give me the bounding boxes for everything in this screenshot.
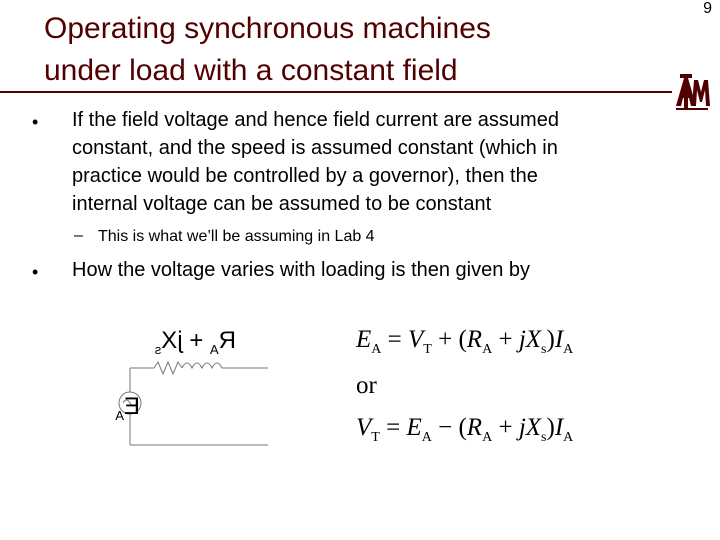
eq-subscript: s bbox=[541, 342, 547, 357]
eq-operator: + ( bbox=[438, 326, 467, 353]
eq-subscript: A bbox=[371, 342, 382, 357]
eq-symbol: I bbox=[554, 414, 564, 441]
eq-subscript: A bbox=[482, 430, 493, 445]
eq-subscript: A bbox=[563, 430, 574, 445]
equation-or: or bbox=[356, 372, 377, 399]
texas-am-logo-icon bbox=[674, 72, 710, 112]
eq-operator: ) bbox=[546, 326, 555, 353]
bullet-marker: • bbox=[32, 262, 39, 282]
eq-symbol: R bbox=[466, 326, 483, 353]
eq-symbol: E bbox=[406, 414, 422, 441]
sub-bullet-marker: – bbox=[74, 227, 83, 244]
title-divider bbox=[0, 91, 672, 93]
impedance-label: $R_A + jX_s$ bbox=[154, 327, 236, 357]
eq-operator: + bbox=[492, 326, 519, 353]
eq-subscript: T bbox=[423, 342, 432, 357]
eq-symbol: V bbox=[356, 414, 372, 441]
eq-operator: = bbox=[387, 326, 402, 353]
inductor-symbol bbox=[182, 363, 222, 368]
slide-title bbox=[44, 8, 644, 92]
resistor-symbol bbox=[154, 362, 182, 374]
bullet-1-line-3: practice would be controlled by a governor), then the bbox=[72, 165, 538, 187]
eq-operator: − ( bbox=[438, 414, 467, 441]
eq-operator: = bbox=[386, 414, 401, 441]
eq-operator: ) bbox=[546, 414, 555, 441]
eq-subscript: A bbox=[563, 342, 574, 357]
eq-symbol: I bbox=[554, 326, 564, 353]
eq-symbol: E bbox=[356, 326, 372, 353]
equation-2 bbox=[356, 414, 573, 446]
sub-bullet-text: This is what we’ll be assuming in Lab 4 bbox=[98, 228, 375, 245]
page-number: 9 bbox=[703, 0, 712, 17]
bullet-1-line-2: constant, and the speed is assumed constant (which in bbox=[72, 137, 558, 159]
eq-symbol: X bbox=[525, 326, 542, 353]
equation-1 bbox=[356, 326, 573, 358]
eq-symbol: j bbox=[518, 326, 526, 353]
title-line-2: under load with a constant field bbox=[44, 54, 458, 87]
eq-operator: + bbox=[492, 414, 519, 441]
eq-symbol: R bbox=[466, 414, 483, 441]
eq-symbol: X bbox=[525, 414, 542, 441]
equivalent-circuit-diagram bbox=[76, 318, 276, 454]
bullet-2-text: How the voltage varies with loading is then given by bbox=[72, 259, 531, 281]
title-line-1: Operating synchronous machines bbox=[44, 12, 491, 45]
eq-symbol: V bbox=[408, 326, 424, 353]
eq-subscript: s bbox=[541, 430, 547, 445]
bullet-1-line-1: If the field voltage and hence field current are assumed bbox=[72, 109, 559, 131]
bullet-marker: • bbox=[32, 112, 39, 132]
eq-symbol: j bbox=[518, 414, 526, 441]
bullet-1-line-4: internal voltage can be assumed to be constant bbox=[72, 193, 492, 215]
eq-subscript: T bbox=[371, 430, 380, 445]
eq-subscript: A bbox=[482, 342, 493, 357]
bullet-1-text bbox=[72, 106, 672, 218]
source-label: $E_A$ bbox=[115, 393, 140, 423]
eq-subscript: A bbox=[421, 430, 432, 445]
